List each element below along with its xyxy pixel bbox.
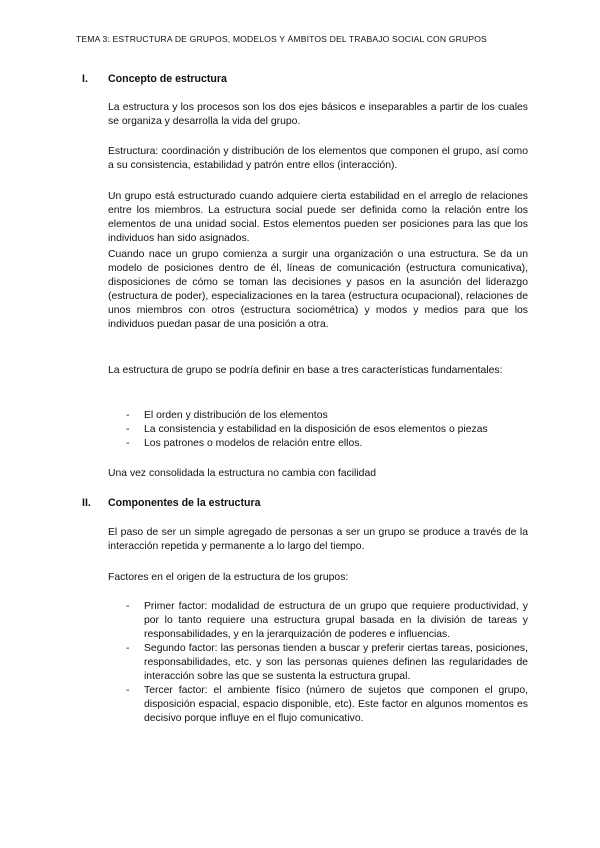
paragraph: La estructura y los procesos son los dos ejes básicos e inseparables a partir de los cuales se organiza y desarrolla la vida del grupo.	[108, 102, 528, 127]
paragraph: Un grupo está estructurado cuando adquiere cierta estabilidad en el arreglo de relaciones entre los miembros. La estructura social puede ser definida como la relación entre los elementos de una unidad social. Estos elementos pueden ser posiciones para las que los individuos han sido asignados.	[108, 191, 528, 244]
list-dash: -	[126, 424, 130, 435]
paragraph: La estructura de grupo se podría definir en base a tres características fundamentales:	[108, 365, 503, 376]
section-1-number: I.	[82, 73, 88, 85]
list-dash: -	[126, 601, 130, 612]
characteristics-list	[126, 409, 528, 451]
list-item: - El orden y distribución de los elementos	[126, 410, 328, 421]
page-header: TEMA 3: ESTRUCTURA DE GRUPOS, MODELOS Y ÁMBITOS DEL TRABAJO SOCIAL CON GRUPOS	[76, 34, 487, 44]
section-2-heading	[82, 497, 260, 509]
list-dash: -	[126, 438, 130, 449]
list-item: - Los patrones o modelos de relación entre ellos.	[126, 438, 363, 449]
paragraph: Factores en el origen de la estructura de los grupos:	[108, 572, 349, 583]
list-item: - Primer factor: modalidad de estructura de un grupo que requiere productividad, y por lo tanto requiere una estructura grupal basada en la división de tareas y responsabilidades, y en la jerarquización de poderes e influencias.	[126, 601, 528, 640]
section-1-heading	[82, 73, 227, 85]
section-2-title: Componentes de la estructura	[108, 497, 261, 509]
list-dash: -	[126, 643, 130, 654]
list-item: - Segundo factor: las personas tienden a buscar y preferir ciertas tareas, posiciones, responsabilidades, etc. y son las personas quienes definen las regularidades de interacción sobre las que se sustenta la estructura grupal.	[126, 643, 528, 682]
section-2-number: II.	[82, 497, 91, 509]
paragraph: El paso de ser un simple agregado de personas a ser un grupo se produce a través de la interacción repetida y permanente a lo largo del tiempo.	[108, 527, 528, 552]
list-item: - La consistencia y estabilidad en la disposición de esos elementos o piezas	[126, 424, 488, 435]
list-dash: -	[126, 685, 130, 696]
list-item: - Tercer factor: el ambiente físico (número de sujetos que componen el grupo, disposición espacial, espacio disponible, etc). Este factor en algunos momentos es decisivo porque influye en el flujo comunicativo.	[126, 685, 528, 724]
paragraph: Estructura: coordinación y distribución de los elementos que componen el grupo, así como a su consistencia, estabilidad y patrón entre ellos (interacción).	[108, 146, 528, 171]
factors-list	[126, 600, 528, 726]
section-1-title: Concepto de estructura	[108, 73, 227, 85]
list-dash: -	[126, 410, 130, 421]
paragraph: Una vez consolidada la estructura no cambia con facilidad	[108, 468, 377, 479]
paragraph: Cuando nace un grupo comienza a surgir una organización o una estructura. Se da un modelo de posiciones dentro de él, líneas de comunicación (estructura comunicativa), disposiciones de cómo se toman las decisiones y pasos en la asunción del liderazgo (estructura de poder), especializaciones en la tarea (estructura ocupacional), relaciones de unos miembros con otros (estructura sociométrica) y modos y medios para que los individuos puedan pasar de una posición a otra.	[108, 249, 528, 330]
